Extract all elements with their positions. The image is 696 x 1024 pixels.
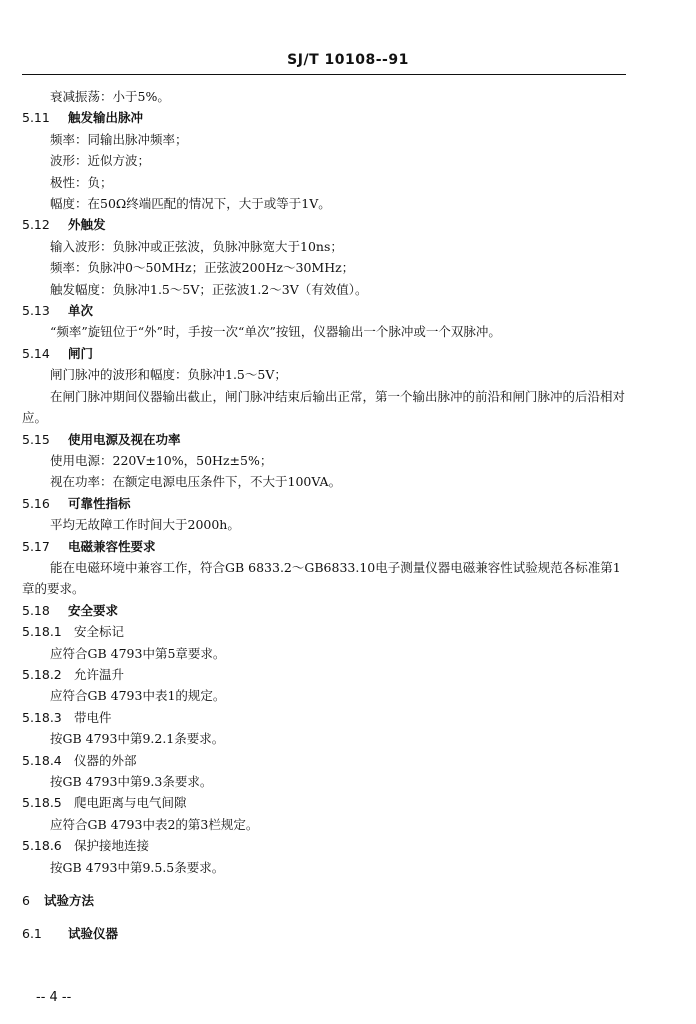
section-title: 爬电距离与电气间隙 (74, 795, 187, 811)
section-title: 安全要求 (68, 602, 119, 618)
section-heading (22, 923, 632, 944)
section-number: 5.18.3 (22, 709, 62, 725)
body-line: 衰减振荡：小于5%。 (50, 89, 170, 104)
body-line: 频率：同输出脉冲频率； (50, 131, 188, 147)
body-line: 视在功率：在额定电源电压条件下，不大于100VA。 (50, 474, 342, 490)
section-number: 5.18 (22, 602, 50, 618)
section-title: 带电件 (74, 709, 112, 725)
section-number: 6.1 (22, 926, 42, 942)
subsection-heading (22, 664, 632, 685)
section-title: 允许温升 (74, 666, 125, 682)
section-number: 5.15 (22, 431, 50, 447)
body-line: 应符合GB 4793中表1的规定。 (50, 688, 226, 704)
section-title: 电磁兼容性要求 (68, 538, 156, 554)
body-line: 平均无故障工作时间大于2000h。 (50, 517, 240, 533)
section-number: 5.18.5 (22, 795, 62, 811)
body-line: 频率：负脉冲0～50MHz；正弦波200Hz～30MHz； (50, 260, 355, 276)
section-number: 5.18.1 (22, 624, 62, 640)
subsection-heading (22, 707, 632, 728)
section-heading (22, 214, 632, 235)
section-heading (22, 300, 632, 321)
section-title: 触发输出脉冲 (68, 110, 144, 126)
section-title: 试验方法 (44, 893, 95, 909)
document-body (22, 86, 632, 945)
paragraph (22, 386, 632, 429)
section-heading (22, 493, 632, 514)
section-number: 5.11 (22, 110, 50, 126)
section-heading (22, 429, 632, 450)
section-number: 5.14 (22, 345, 50, 361)
paragraph (22, 557, 632, 600)
spacer (22, 878, 632, 890)
section-number: 6 (22, 893, 30, 909)
section-heading (22, 536, 632, 557)
body-line: 应符合GB 4793中表2的第3栏规定。 (50, 816, 259, 832)
section-number: 5.18.4 (22, 752, 62, 768)
section-number: 5.16 (22, 495, 50, 511)
section-number: 5.17 (22, 538, 50, 554)
body-line: “频率”旋钮位于“外”时，手按一次“单次”按钮，仪器输出一个脉冲或一个双脉冲。 (50, 324, 501, 340)
body-line: 幅度：在50Ω终端匹配的情况下，大于或等于1V。 (50, 196, 331, 212)
section-heading (22, 343, 632, 364)
subsection-heading (22, 792, 632, 813)
paragraph-text: 在闸门脉冲期间仪器输出截止，闸门脉冲结束后输出正常，第一个输出脉冲的前沿和闸门脉冲的后沿相对应。 (22, 388, 626, 426)
page-number: -- 4 -- (36, 990, 72, 1005)
body-line: 应符合GB 4793中第5章要求。 (50, 645, 226, 661)
section-title: 安全标记 (74, 624, 125, 640)
body-line: 按GB 4793中第9.3条要求。 (50, 774, 213, 789)
paragraph-text: 能在电磁环境中兼容工作，符合GB 6833.2～GB6833.10电子测量仪器电磁兼容性试验规范各标准第1章的要求。 (22, 559, 621, 597)
section-number: 5.13 (22, 303, 50, 319)
section-number: 5.12 (22, 217, 50, 233)
section-title: 外触发 (68, 217, 106, 233)
section-title: 可靠性指标 (68, 495, 131, 511)
body-line: 按GB 4793中第9.5.5条要求。 (50, 859, 225, 875)
section-heading (22, 600, 632, 621)
section-number: 5.18.2 (22, 666, 62, 682)
body-line: 波形：近似方波； (50, 153, 151, 169)
document-code-header: SJ/T 10108--91 (287, 52, 409, 68)
subsection-heading (22, 750, 632, 771)
subsection-heading (22, 835, 632, 856)
header-rule (22, 74, 626, 75)
section-heading (22, 107, 632, 128)
subsection-heading (22, 621, 632, 642)
spacer (22, 911, 632, 923)
section-number: 5.18.6 (22, 838, 62, 854)
body-line: 使用电源：220V±10%，50Hz±5%； (50, 452, 273, 468)
body-line: 触发幅度：负脉冲1.5～5V；正弦波1.2～3V（有效值）。 (50, 281, 368, 297)
chapter-heading (22, 890, 632, 911)
section-title: 单次 (68, 303, 94, 319)
body-line: 极性：负； (50, 174, 113, 190)
section-title: 保护接地连接 (74, 838, 150, 854)
body-line: 输入波形：负脉冲或正弦波，负脉冲脉宽大于10ns； (50, 238, 343, 254)
section-title: 试验仪器 (68, 926, 119, 942)
body-line: 闸门脉冲的波形和幅度：负脉冲1.5～5V； (50, 367, 287, 383)
section-title: 仪器的外部 (74, 752, 137, 768)
body-line: 按GB 4793中第9.2.1条要求。 (50, 731, 225, 747)
section-title: 使用电源及视在功率 (68, 431, 181, 447)
section-title: 闸门 (68, 345, 94, 361)
